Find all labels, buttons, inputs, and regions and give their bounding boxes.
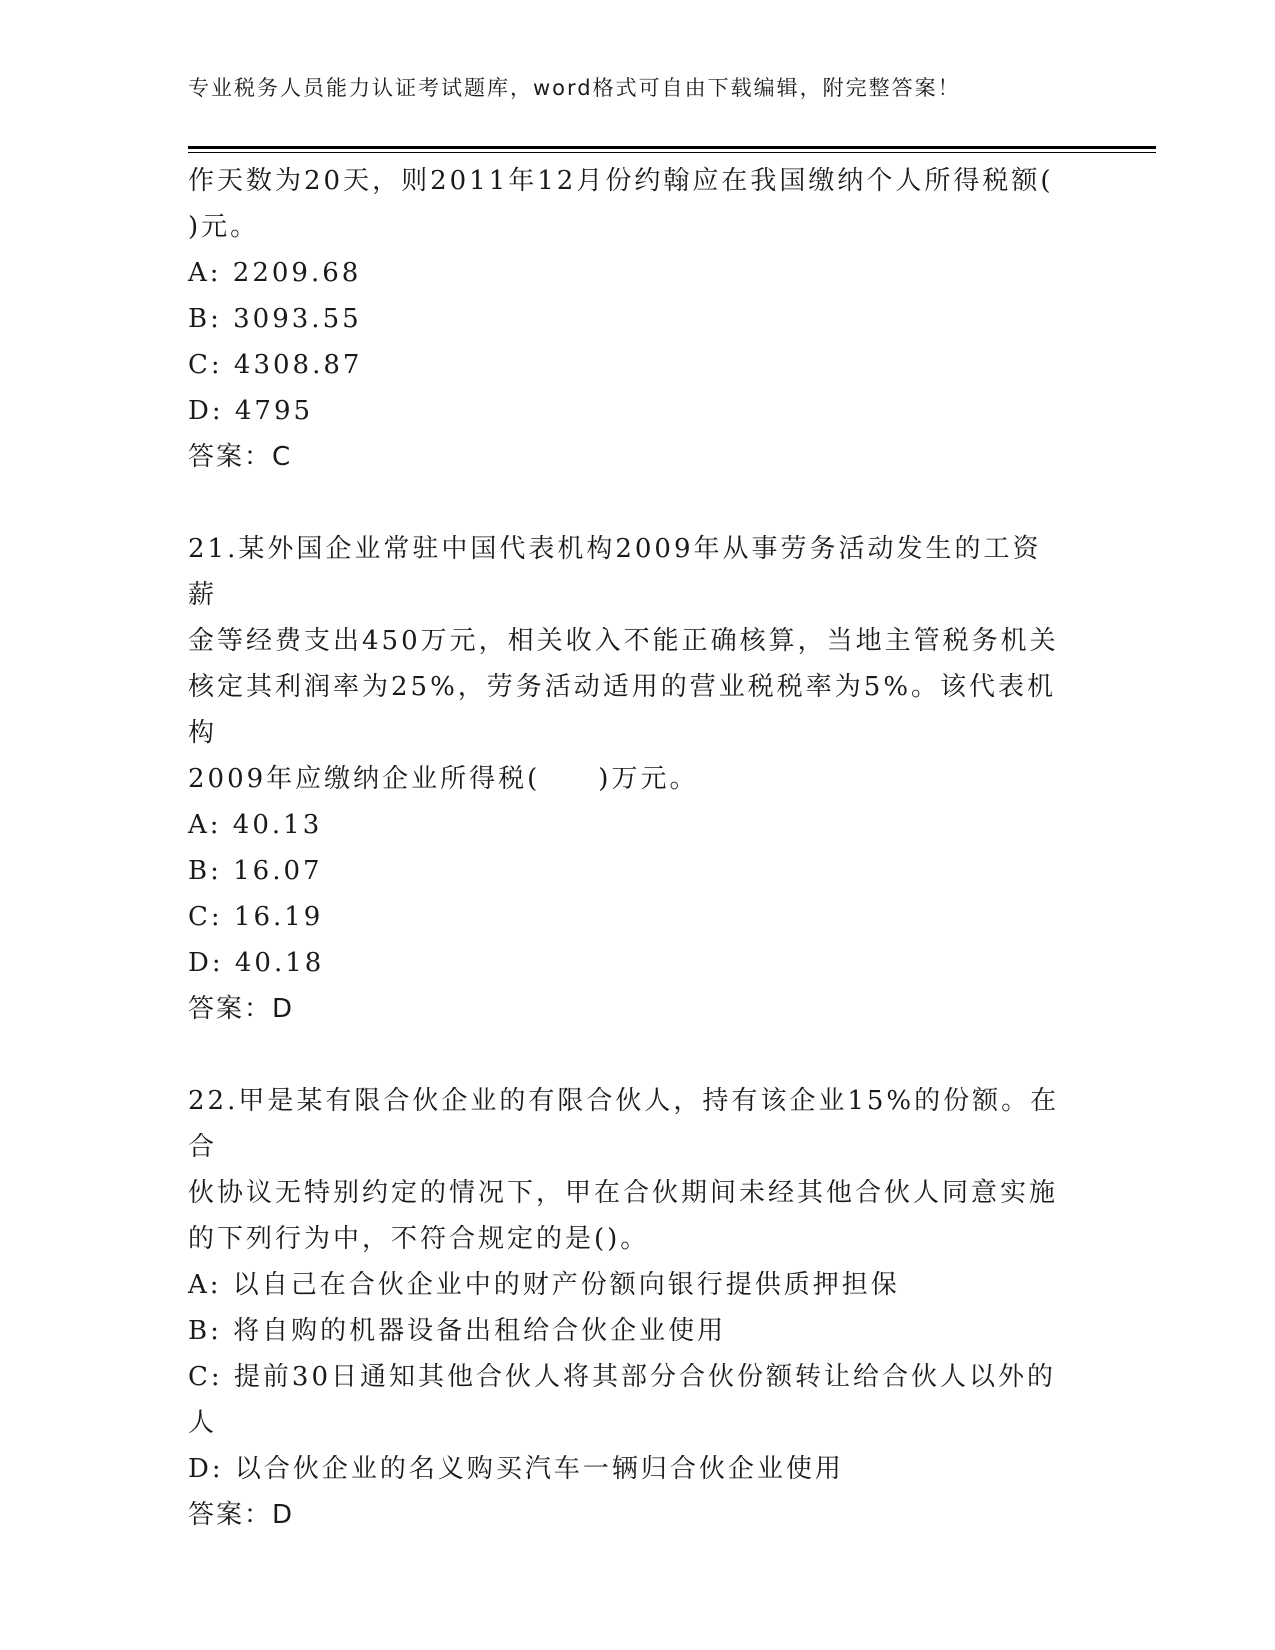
option-c: C: 16.19 <box>188 902 324 932</box>
question-stem-line: 22.甲是某有限合伙企业的有限合伙人，持有该企业15%的份额。在合 <box>188 1086 1060 1162</box>
question-22-block <box>188 1078 1068 1538</box>
question-stem-line: 伙协议无特别约定的情况下，甲在合伙期间未经其他合伙人同意实施 <box>188 1178 1059 1208</box>
question-stem-line: 金等经费支出450万元，相关收入不能正确核算，当地主管税务机关 <box>188 626 1059 656</box>
question-stem-line: 的下列行为中，不符合规定的是()。 <box>188 1224 650 1254</box>
option-c: C: 提前30日通知其他合伙人将其部分合伙份额转让给合伙人以外的 <box>188 1362 1057 1392</box>
question-stem-line: 核定其利润率为25%，劳务活动适用的营业税税率为5%。该代表机构 <box>188 672 1057 748</box>
header-rule-thin <box>188 152 1156 153</box>
page-header: 专业税务人员能力认证考试题库，word格式可自由下载编辑，附完整答案！ <box>188 76 961 100</box>
option-d: D: 40.18 <box>188 948 325 978</box>
question-stem-line: 2009年应缴纳企业所得税( )万元。 <box>188 764 699 794</box>
document-body <box>188 158 1068 1538</box>
option-b: B: 3093.55 <box>188 304 362 334</box>
option-b: B: 将自购的机器设备出租给合伙企业使用 <box>188 1316 727 1346</box>
option-c: C: 4308.87 <box>188 350 363 380</box>
question-20-block <box>188 158 1068 480</box>
question-21-block <box>188 526 1068 1032</box>
option-a: A: 以自己在合伙企业中的财产份额向银行提供质押担保 <box>188 1270 900 1300</box>
question-stem-line: 作天数为20天，则2011年12月份约翰应在我国缴纳个人所得税额( <box>188 166 1054 196</box>
option-a: A: 2209.68 <box>188 258 362 288</box>
option-a: A: 40.13 <box>188 810 323 840</box>
question-stem-line: 21.某外国企业常驻中国代表机构2009年从事劳务活动发生的工资薪 <box>188 534 1042 610</box>
header-rule-thick <box>188 146 1156 149</box>
option-c-continued: 人 <box>188 1408 218 1438</box>
answer-line: 答案：C <box>188 442 293 472</box>
answer-line: 答案：D <box>188 1500 295 1530</box>
option-d: D: 4795 <box>188 396 314 426</box>
answer-line: 答案：D <box>188 994 295 1024</box>
question-stem-line: )元。 <box>188 212 260 242</box>
option-d: D: 以合伙企业的名义购买汽车一辆归合伙企业使用 <box>188 1454 844 1484</box>
option-b: B: 16.07 <box>188 856 323 886</box>
